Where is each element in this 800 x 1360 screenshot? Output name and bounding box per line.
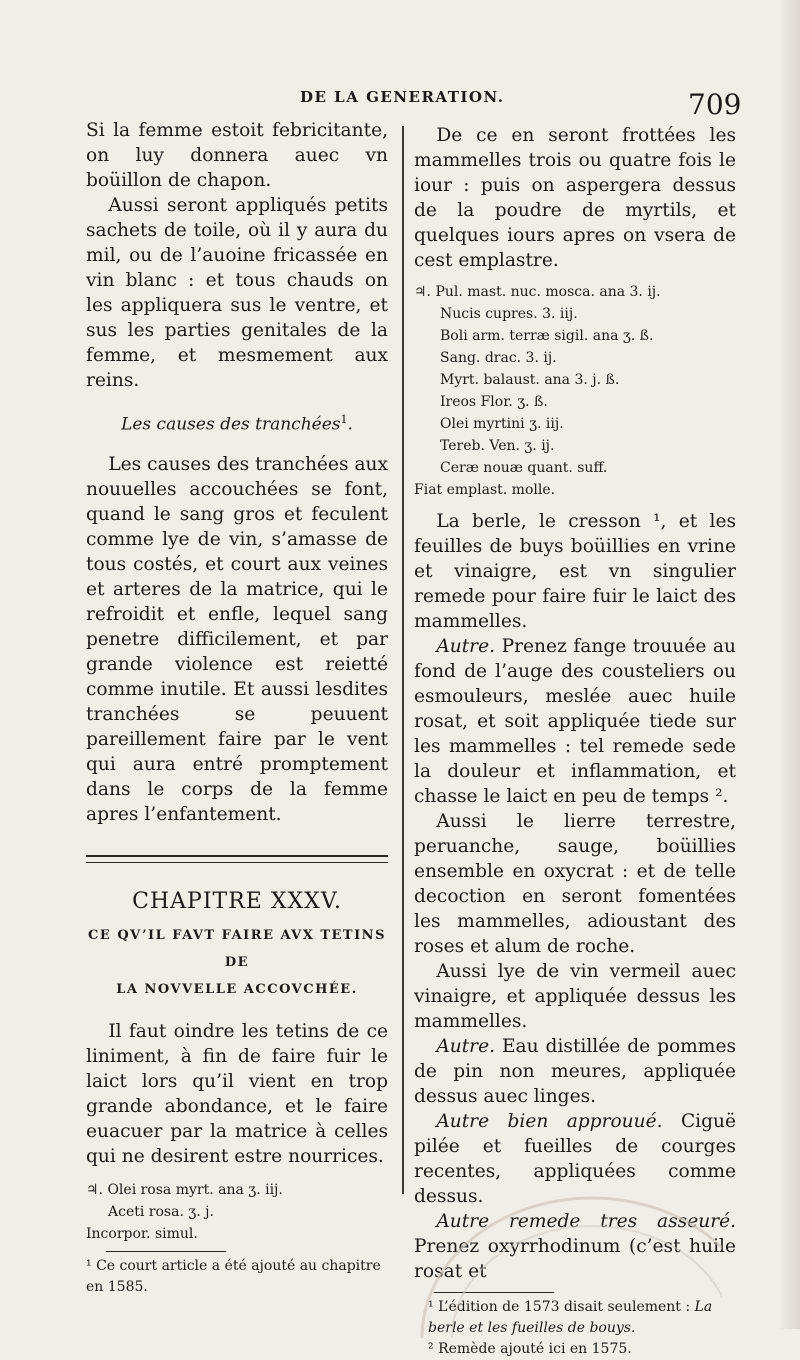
recipe-line: Ireos Flor. ʒ. ß. bbox=[440, 394, 548, 410]
page-edge-shadow bbox=[778, 0, 800, 1329]
inline-label: Autre. bbox=[436, 636, 495, 657]
right-paragraph-4: Aussi le lierre terrestre, peruanche, sauge, boüillies ensemble en oxycrat : et de telle decoction en seront fomentées les mammelles, adioustant des roses et alum de roche. bbox=[414, 811, 736, 957]
recipe-line: Tereb. Ven. ʒ. ij. bbox=[440, 438, 555, 454]
paragraph-text: Prenez oxyrrhodinum (c’est huile rosat et bbox=[414, 1236, 736, 1282]
recipe-line: Fiat emplast. molle. bbox=[414, 482, 556, 498]
recipe-line: Olei myrtini ʒ. iij. bbox=[440, 416, 564, 432]
paragraph-text: Eau distillée de pommes de pin non meures, appliquée dessus auec linges. bbox=[414, 1036, 736, 1107]
footnote-left: ¹ Ce court article a été ajouté au chapitre en 1585. bbox=[86, 1257, 381, 1295]
recipe-line: Incorpor. simul. bbox=[86, 1225, 198, 1242]
chapter-subtitle-line-1: CE QV’IL FAVT FAIRE AVX TETINS DE bbox=[88, 927, 386, 970]
recipe-line: ♃. Olei rosa myrt. ana ʒ. iij. bbox=[86, 1181, 283, 1198]
recipe-line: Boli arm. terræ sigil. ana ʒ. ß. bbox=[440, 328, 654, 344]
recipe-line: Ceræ nouæ quant. suff. bbox=[440, 460, 608, 476]
right-paragraph-5: Aussi lye de vin vermeil auec vinaigre, et appliquée dessus les mammelles. bbox=[414, 961, 736, 1032]
inline-label: Autre remede tres asseuré. bbox=[436, 1211, 736, 1232]
left-paragraph-4: Il faut oindre les tetins de ce liniment, à fin de faire fuir le laict lors qu’il vient en trop grande abondance, et le faire euacuer par la matrice à celles qui ne desirent estre nourrices. bbox=[86, 1020, 388, 1167]
footnote-right-2: ² Remède ajouté ici en 1575. bbox=[428, 1341, 632, 1357]
section-heading: Les causes des tranchées$^1$. bbox=[121, 413, 353, 435]
inline-label: Autre. bbox=[436, 1036, 495, 1057]
inline-label: Autre bien approuué. bbox=[436, 1111, 663, 1132]
left-paragraph-2: Aussi seront appliqués petits sachets de toile, où il y aura du mil, ou de l’auoine fricassée en vin blanc : et tous chauds on les appliquera sus le ventre, et sus les parties genitales de la femme, et mesmement aux reins. bbox=[86, 195, 388, 391]
left-paragraph-3: Les causes des tranchées aux nouuelles accouchées se font, quand le sang gros et feculent comme lye de vin, s’amasse de tous costés, et court aux veines et arteres de la matrice, qui le refroidit et enfle, lequel sang penetre difficilement, et par grande violence est reietté comme inutile. Et aussi lesdites tranchées se peuuent pareillement faire par le vent qui aura entré promptement dans le corps de la femme apres l’enfantement. bbox=[86, 453, 388, 825]
right-column bbox=[414, 123, 736, 1360]
footnote-text: ¹ L’édition de 1573 disait seulement : bbox=[428, 1299, 695, 1315]
left-column bbox=[86, 118, 388, 1298]
right-paragraph-3 bbox=[414, 634, 736, 809]
chapter-title: CHAPITRE XXXV. bbox=[132, 888, 342, 914]
footnote-quote: La berle et les fueilles de bouys. bbox=[428, 1299, 713, 1336]
recipe-line: Nucis cupres. 3. iij. bbox=[440, 306, 578, 322]
library-stamp bbox=[392, 1188, 722, 1338]
recipe-line: ♃. Pul. mast. nuc. mosca. ana 3. ij. bbox=[414, 284, 661, 300]
section-heading-text: Les causes des tranchées bbox=[121, 414, 341, 435]
running-head: DE LA GENERATION. bbox=[300, 88, 505, 106]
recipe-line: Aceti rosa. ʒ. j. bbox=[108, 1203, 214, 1220]
right-paragraph-6 bbox=[414, 1034, 736, 1109]
right-paragraph-1: De ce en seront frottées les mammelles trois ou quatre fois le iour : puis on aspergera dessus de la poudre de myrtils, et quelques iours apres on vsera de cest emplastre. bbox=[414, 125, 736, 271]
left-paragraph-1: Si la femme estoit febricitante, on luy donnera auec vn boüillon de chapon. bbox=[86, 120, 388, 191]
recipe-line: Sang. drac. 3. ij. bbox=[440, 350, 557, 366]
paragraph-text: Ciguë pilée et fueilles de courges recentes, appliquées comme dessus. bbox=[414, 1111, 736, 1207]
column-divider bbox=[402, 126, 404, 1194]
footnote-rule bbox=[106, 1251, 226, 1252]
right-paragraph-2: La berle, le cresson ¹, et les feuilles de buys boüillies en vrine et vinaigre, est vn singulier remede pour faire fuir le laict des mammelles. bbox=[414, 511, 736, 632]
recipe-line: Myrt. balaust. ana 3. j. ß. bbox=[440, 372, 620, 388]
chapter-double-rule bbox=[86, 855, 388, 863]
page-number: 709 bbox=[688, 88, 742, 121]
footnote-ref: 1 bbox=[340, 413, 348, 426]
chapter-subtitle-line-2: LA NOVVELLE ACCOVCHÉE. bbox=[116, 981, 358, 997]
paragraph-text: Prenez fange trouuée au fond de l’auge des cousteliers ou esmouleurs, meslée auec huile rosat, et soit appliquée tiede sur les mammelles : tel remede sede la douleur et inflammation, et chasse le laict en peu de temps ². bbox=[414, 636, 736, 807]
